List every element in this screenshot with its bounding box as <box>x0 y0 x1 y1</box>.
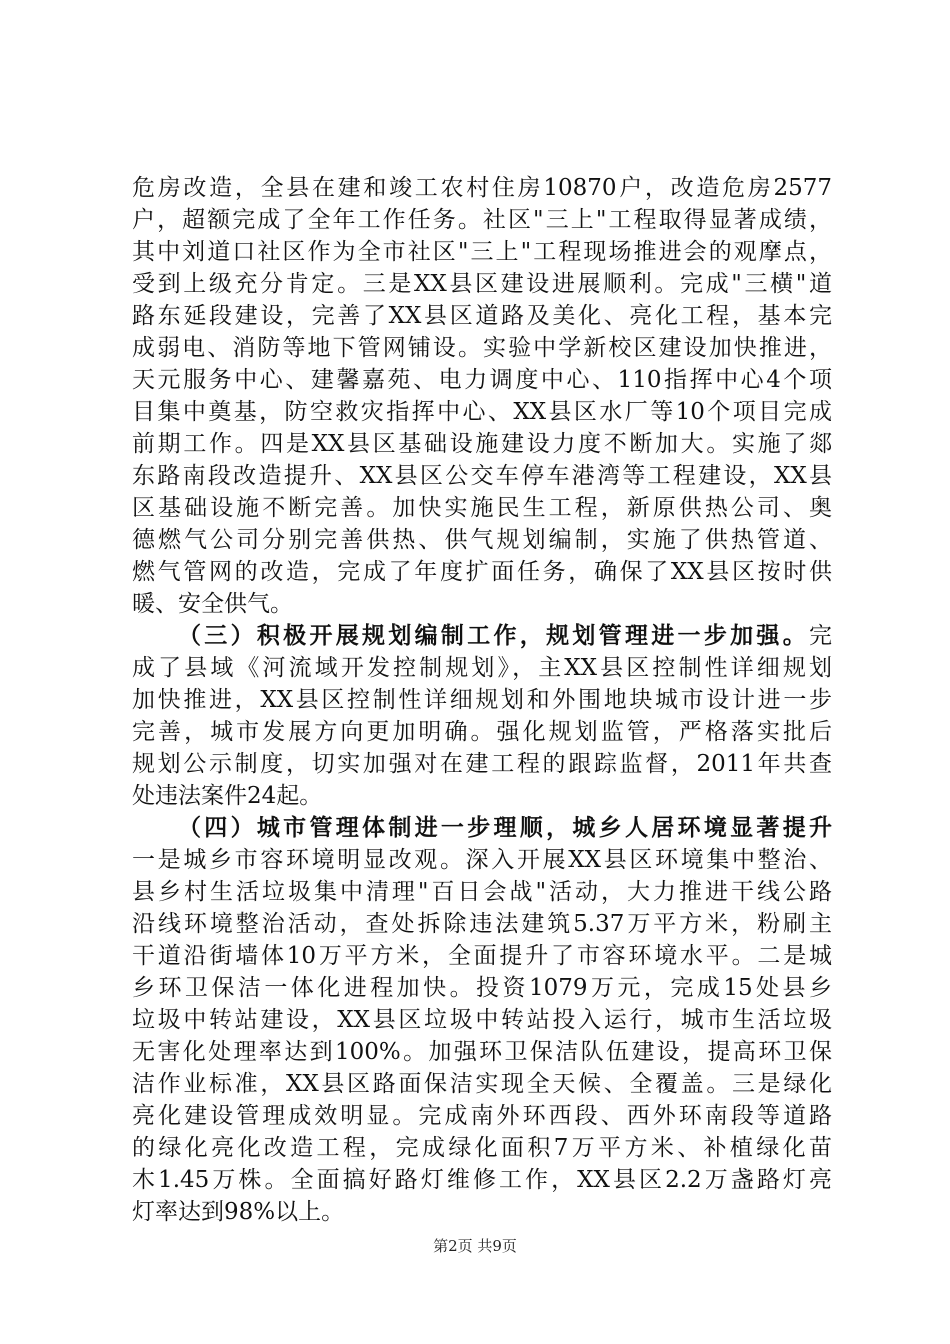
section-heading: （三）积极开展规划编制工作，规划管理进一步加强。 <box>178 622 809 649</box>
body-line: 的绿化亮化改造工程，完成绿化面积7万平方米、补植绿化苗 <box>132 1135 832 1161</box>
page-number-footer: 第2页 共9页 <box>433 1237 517 1255</box>
body-line: 前期工作。四是XX县区基础设施建设力度不断加大。实施了郯 <box>132 431 832 457</box>
body-text: 完 <box>809 623 832 649</box>
body-line: 区基础设施不断完善。加快实施民生工程，新原供热公司、奥 <box>132 495 832 521</box>
body-line: 干道沿街墙体10万平方米，全面提升了市容环境水平。二是城 <box>132 943 832 969</box>
body-line: 处违法案件24起。 <box>132 783 323 809</box>
body-line: 路东延段建设，完善了XX县区道路及美化、亮化工程，基本完 <box>132 303 832 329</box>
body-line: 木1.45万株。全面搞好路灯维修工作，XX县区2.2万盏路灯亮 <box>132 1167 832 1193</box>
body-line: 受到上级充分肯定。三是XX县区建设进展顺利。完成"三横"道 <box>132 271 832 297</box>
body-line: 暖、安全供气。 <box>132 591 293 617</box>
body-line: 户，超额完成了全年工作任务。社区"三上"工程取得显著成绩， <box>132 207 832 233</box>
body-line: 东路南段改造提升、XX县区公交车停车港湾等工程建设，XX县 <box>132 463 832 489</box>
body-line: 天元服务中心、建馨嘉苑、电力调度中心、110指挥中心4个项 <box>132 367 832 393</box>
body-line: 沿线环境整治活动，查处拆除违法建筑5.37万平方米，粉刷主 <box>132 911 832 937</box>
body-line: 灯率达到98%以上。 <box>132 1199 345 1225</box>
body-line: 垃圾中转站建设，XX县区垃圾中转站投入运行，城市生活垃圾 <box>132 1007 832 1033</box>
section-heading-line <box>132 620 832 652</box>
body-line: 规划公示制度，切实加强对在建工程的跟踪监督，2011年共查 <box>132 751 832 777</box>
body-line: 乡环卫保洁一体化进程加快。投资1079万元，完成15处县乡 <box>132 975 832 1001</box>
section-heading: （四）城市管理体制进一步理顺，城乡人居环境显著提升 <box>178 814 832 841</box>
body-line: 一是城乡市容环境明显改观。深入开展XX县区环境集中整治、 <box>132 847 832 873</box>
body-line: 完善，城市发展方向更加明确。强化规划监管，严格落实批后 <box>132 719 832 745</box>
body-line: 德燃气公司分别完善供热、供气规划编制，实施了供热管道、 <box>132 527 832 553</box>
body-line: 亮化建设管理成效明显。完成南外环西段、西外环南段等道路 <box>132 1103 832 1129</box>
body-line: 加快推进，XX县区控制性详细规划和外围地块城市设计进一步 <box>132 687 832 713</box>
body-line: 其中刘道口社区作为全市社区"三上"工程现场推进会的观摩点， <box>132 239 832 265</box>
body-line: 成弱电、消防等地下管网铺设。实验中学新校区建设加快推进， <box>132 335 832 361</box>
body-line: 县乡村生活垃圾集中清理"百日会战"活动，大力推进干线公路 <box>132 879 832 905</box>
body-line: 洁作业标准，XX县区路面保洁实现全天候、全覆盖。三是绿化 <box>132 1071 832 1097</box>
body-line: 燃气管网的改造，完成了年度扩面任务，确保了XX县区按时供 <box>132 559 832 585</box>
body-line: 危房改造，全县在建和竣工农村住房10870户，改造危房2577 <box>132 175 832 201</box>
body-line: 无害化处理率达到100%。加强环卫保洁队伍建设，提高环卫保 <box>132 1039 832 1065</box>
body-line: 成了县域《河流域开发控制规划》，主XX县区控制性详细规划 <box>132 655 832 681</box>
body-line: 目集中奠基，防空救灾指挥中心、XX县区水厂等10个项目完成 <box>132 399 832 425</box>
